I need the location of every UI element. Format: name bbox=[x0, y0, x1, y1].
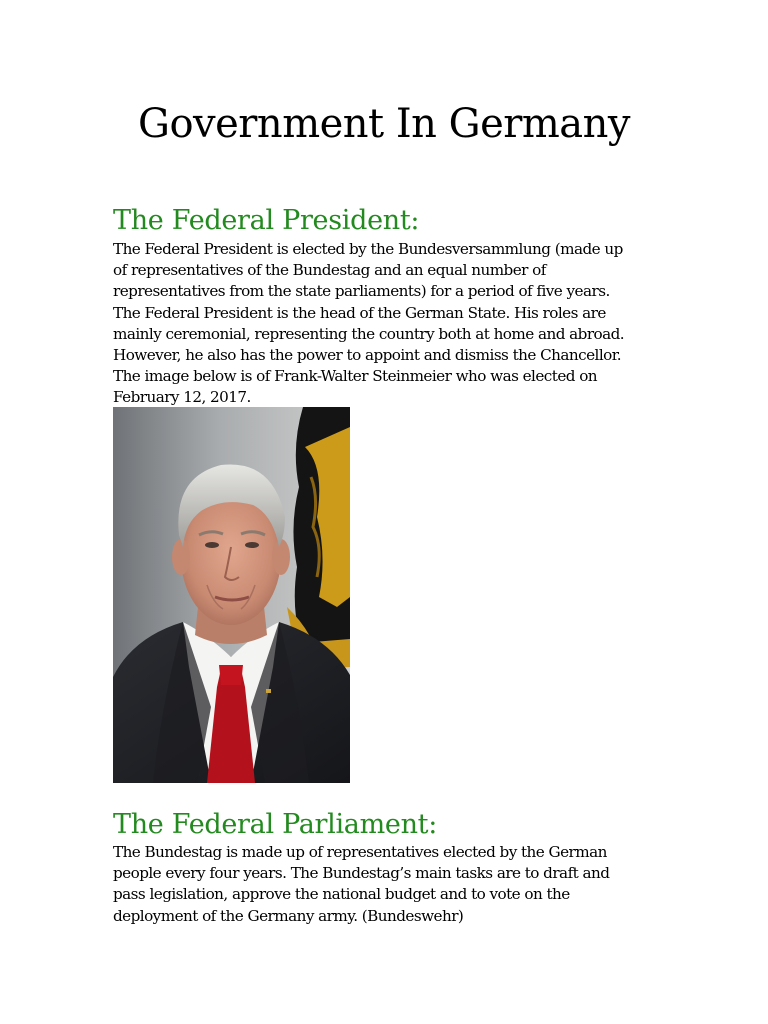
paragraph-line: The Federal President is elected by the Bundesversammlung (made up bbox=[113, 240, 623, 258]
paragraph-line: However, he also has the power to appoint and dismiss the Chancellor. bbox=[113, 346, 622, 365]
section-heading-federal-president: The Federal President: bbox=[113, 205, 420, 236]
paragraph-line: The image below is of Frank-Walter Steinmeier who was elected on bbox=[113, 367, 598, 386]
federal-president-paragraph bbox=[113, 239, 653, 409]
paragraph-line: representatives from the state parliaments) for a period of five years. bbox=[113, 282, 610, 301]
paragraph-line: of representatives of the Bundestag and an equal number of bbox=[113, 261, 546, 280]
federal-parliament-paragraph bbox=[113, 842, 653, 927]
paragraph-line: The Federal President is the head of the German State. His roles are bbox=[113, 303, 606, 322]
page-title: Government In Germany bbox=[138, 101, 630, 147]
section-heading-federal-parliament: The Federal Parliament: bbox=[113, 809, 438, 840]
president-portrait-photo bbox=[113, 407, 350, 783]
paragraph-line: February 12, 2017. bbox=[113, 388, 251, 407]
paragraph-line: mainly ceremonial, representing the country both at home and abroad. bbox=[113, 324, 625, 343]
paragraph-line: The Bundestag is made up of representatives elected by the German bbox=[113, 843, 607, 861]
paragraph-line: people every four years. The Bundestag’s main tasks are to draft and bbox=[113, 864, 610, 883]
paragraph-line: deployment of the Germany army. (Bundeswehr) bbox=[113, 906, 464, 925]
paragraph-line: pass legislation, approve the national budget and to vote on the bbox=[113, 885, 570, 904]
